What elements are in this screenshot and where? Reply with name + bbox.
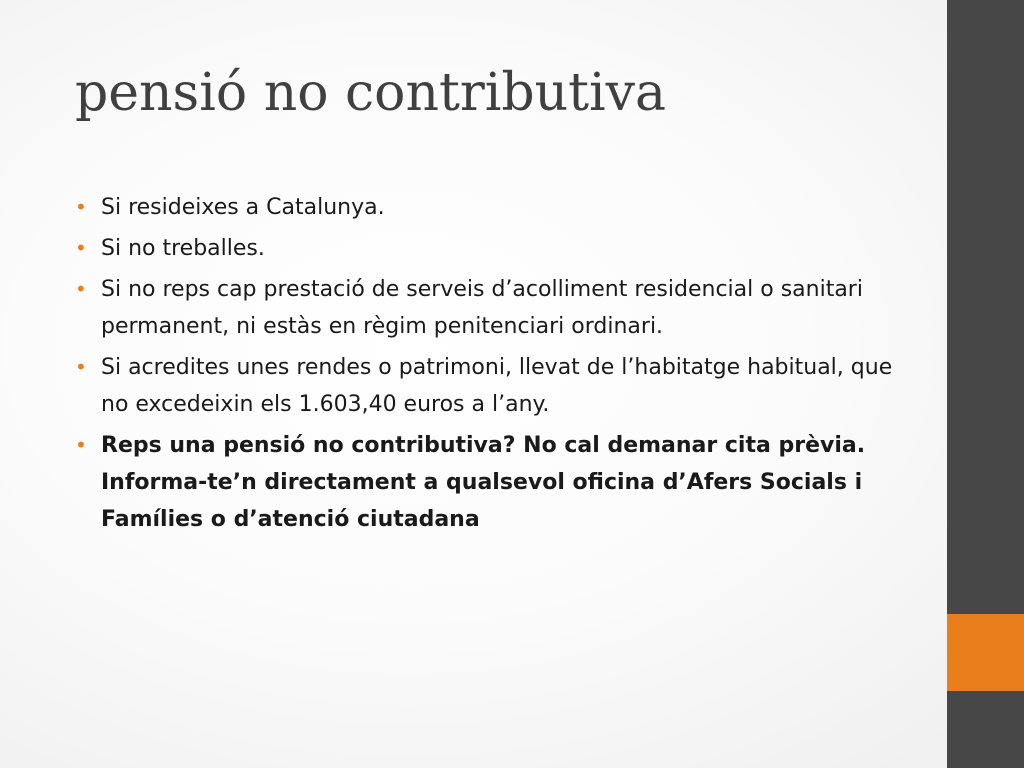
accent-block — [947, 614, 1024, 691]
bullet-text: Si acredites unes rendes o patrimoni, llevat de l’habitatge habitual, que no excedeixin els 1.603,40 euros a l’any. — [101, 355, 893, 417]
bullet-dot-icon: • — [75, 433, 87, 457]
bullet-text: Reps una pensió no contributiva? No cal demanar cita prèvia. Informa-te’n directament a qualsevol oficina d’Afers Socials i Famílies o d’atenció ciutadana — [101, 433, 866, 532]
bullet-item-catalunya — [75, 189, 925, 226]
bullet-text: Si no reps cap prestació de serveis d’acolliment residencial o sanitari permanent, ni estàs en règim penitenciari ordinari. — [101, 277, 863, 339]
bullet-item-cita-previa — [75, 427, 925, 538]
slide-title: pensió no contributiva — [75, 63, 667, 123]
bullet-text: Si resideixes a Catalunya. — [101, 195, 385, 220]
bullet-dot-icon: • — [75, 236, 87, 260]
bullet-item-rendes — [75, 349, 925, 423]
bullet-dot-icon: • — [75, 277, 87, 301]
bullet-item-prestacio — [75, 271, 925, 345]
bullet-item-no-treballes — [75, 230, 925, 267]
bullet-dot-icon: • — [75, 195, 87, 219]
bullet-dot-icon: • — [75, 355, 87, 379]
bullet-list — [75, 189, 925, 542]
bullet-text: Si no treballes. — [101, 236, 265, 261]
